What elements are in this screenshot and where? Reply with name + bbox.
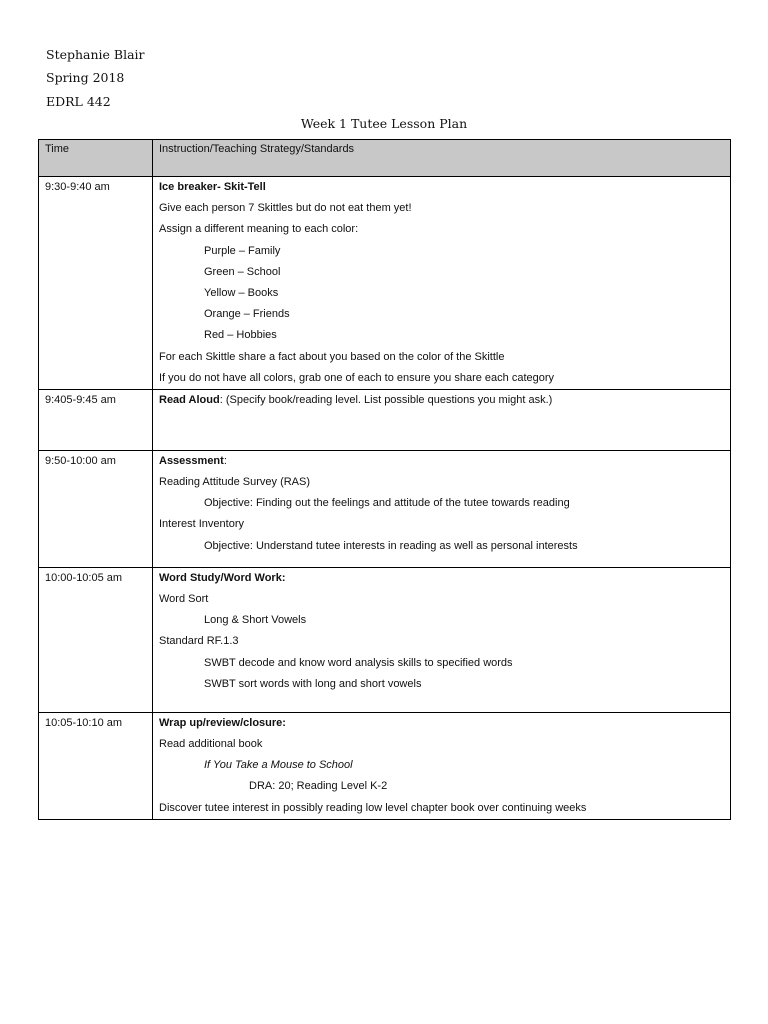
- instruction-line: Long & Short Vowels: [204, 614, 307, 627]
- table-row: [39, 712, 731, 819]
- table-row: [39, 450, 731, 567]
- section-heading-line: [153, 451, 730, 472]
- time-cell: 9:30-9:40 am: [39, 177, 153, 390]
- color-meaning: Orange – Friends: [204, 308, 290, 321]
- section-heading-note: : (Specify book/reading level. List possible questions you might ask.): [219, 393, 553, 406]
- objective-line: Objective: Finding out the feelings and attitude of the tutee towards reading: [204, 497, 570, 510]
- section-heading: Word Study/Word Work:: [159, 571, 286, 584]
- instruction-line: If you do not have all colors, grab one of each to ensure you share each category: [159, 371, 555, 384]
- standard-line: Standard RF.1.3: [159, 635, 239, 648]
- section-heading-note: :: [223, 454, 227, 467]
- table-row: [39, 567, 731, 712]
- color-meaning: Green – School: [204, 265, 281, 278]
- instruction-cell: [153, 450, 731, 567]
- objective-line: SWBT sort words with long and short vowels: [204, 677, 422, 690]
- document-title: Week 1 Tutee Lesson Plan: [300, 116, 468, 131]
- reading-level-line: DRA: 20; Reading Level K-2: [249, 780, 388, 793]
- instruction-line: Assign a different meaning to each color:: [159, 223, 359, 236]
- color-meaning: Purple – Family: [204, 244, 281, 257]
- time-cell: 9:405-9:45 am: [39, 389, 153, 450]
- section-heading: Ice breaker- Skit-Tell: [159, 181, 266, 193]
- time-cell: 10:05-10:10 am: [39, 712, 153, 819]
- instruction-cell: [153, 712, 731, 819]
- instruction-line: Reading Attitude Survey (RAS): [159, 476, 311, 489]
- section-heading: Assessment: [159, 454, 224, 467]
- table-row: [39, 177, 731, 390]
- instruction-line: Word Sort: [159, 593, 209, 606]
- instruction-line: Discover tutee interest in possibly reading low level chapter book over continuing weeks: [159, 801, 587, 814]
- instruction-line: Give each person 7 Skittles but do not eat them yet!: [159, 202, 412, 215]
- color-meaning: Red – Hobbies: [204, 329, 277, 342]
- term: Spring 2018: [46, 70, 125, 85]
- section-heading: Read Aloud: [159, 393, 220, 406]
- student-name: Stephanie Blair: [46, 47, 145, 62]
- section-heading-line: [153, 390, 730, 411]
- objective-line: Objective: Understand tutee interests in reading as well as personal interests: [204, 539, 578, 552]
- objective-line: SWBT decode and know word analysis skills to specified words: [204, 656, 513, 669]
- instruction-cell: [153, 567, 731, 712]
- time-cell: 9:50-10:00 am: [39, 450, 153, 567]
- instruction-cell: [153, 389, 731, 450]
- table-row: [39, 389, 731, 450]
- time-column-header: Time: [39, 140, 153, 177]
- instruction-line: For each Skittle share a fact about you based on the color of the Skittle: [159, 350, 505, 363]
- lesson-plan-table: [38, 139, 731, 820]
- section-heading: Wrap up/review/closure:: [159, 716, 286, 729]
- course-code: EDRL 442: [46, 94, 111, 109]
- instruction-cell: [153, 177, 731, 390]
- color-meaning: Yellow – Books: [204, 286, 279, 299]
- table-header-row: [39, 140, 731, 177]
- instruction-column-header: Instruction/Teaching Strategy/Standards: [153, 140, 731, 177]
- instruction-line: Interest Inventory: [159, 518, 244, 531]
- time-cell: 10:00-10:05 am: [39, 567, 153, 712]
- book-title: If You Take a Mouse to School: [204, 759, 353, 772]
- instruction-line: Read additional book: [159, 738, 263, 751]
